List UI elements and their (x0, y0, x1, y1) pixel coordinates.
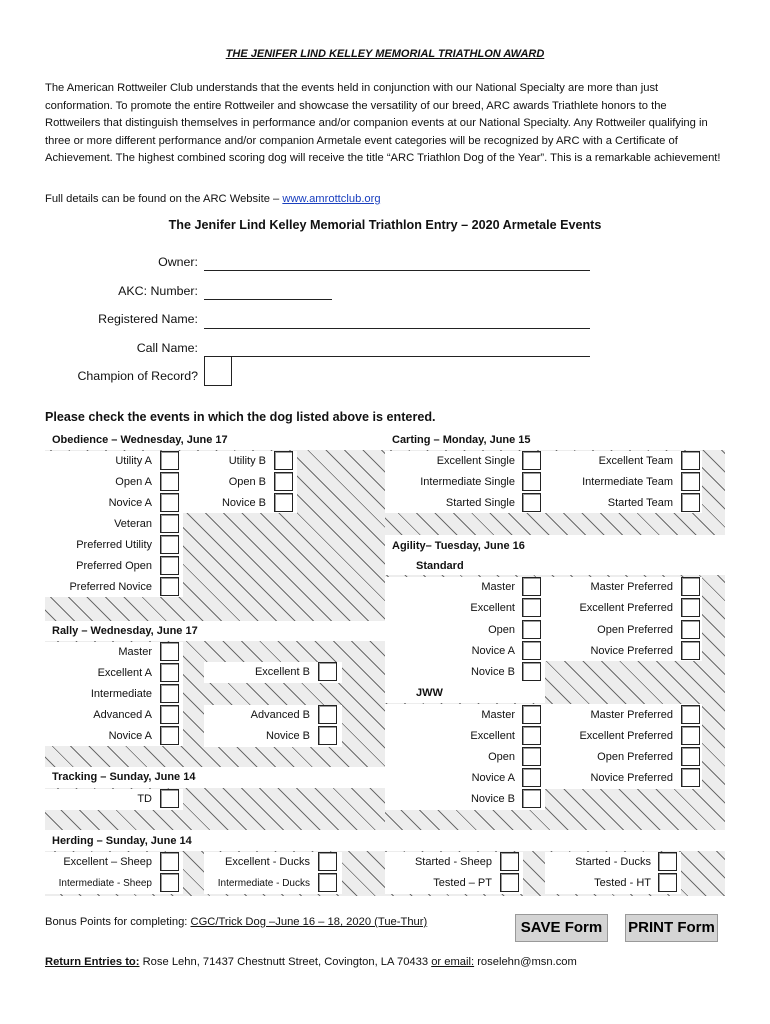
entry-subtitle: The Jenifer Lind Kelley Memorial Triathlon Entry – 2020 Armetale Events (168, 218, 602, 232)
intermediate-sheep-label: Intermediate - Sheep (58, 878, 152, 889)
champion-label: Champion of Record? (77, 369, 198, 383)
std-novice-a-label: Novice A (471, 645, 515, 657)
return-address: Rose Lehn, 71437 Chestnutt Street, Covington, LA 70433 (139, 956, 432, 968)
jww-excellent-label: Excellent (470, 730, 515, 742)
agility-heading: Agility– Tuesday, June 16 (392, 540, 525, 552)
excellent-sheep-checkbox[interactable] (160, 852, 179, 871)
obedience-heading: Obedience – Wednesday, June 17 (52, 434, 228, 446)
save-form-button[interactable]: SAVE Form (515, 914, 608, 942)
jww-novice-b-label: Novice B (470, 793, 515, 805)
tracking-td-label: TD (137, 793, 152, 805)
agility-standard-label: Standard (416, 560, 464, 572)
open-a-checkbox[interactable] (160, 472, 179, 491)
carting-heading: Carting – Monday, June 15 (392, 434, 531, 446)
std-novice-a-checkbox[interactable] (522, 641, 541, 660)
carting-started-single-label: Started Single (445, 497, 515, 509)
open-b-checkbox[interactable] (274, 472, 293, 491)
preferred-open-checkbox[interactable] (160, 556, 179, 575)
jww-header-bg (385, 683, 545, 703)
rally-excellent-b-checkbox[interactable] (318, 662, 337, 681)
rally-advanced-b-label: Advanced B (250, 709, 310, 721)
carting-excellent-single-label: Excellent Single (436, 455, 515, 467)
std-novice-b-checkbox[interactable] (522, 662, 541, 681)
tracking-td-checkbox[interactable] (160, 789, 179, 808)
jww-open-label: Open (488, 751, 515, 763)
jww-master-label: Master (481, 709, 515, 721)
owner-label: Owner: (158, 255, 198, 269)
utility-b-label: Utility B (228, 455, 266, 467)
tested-pt-label: Tested – PT (433, 877, 492, 889)
rally-master-checkbox[interactable] (160, 642, 179, 661)
print-form-button[interactable]: PRINT Form (625, 914, 718, 942)
excellent-sheep-label: Excellent – Sheep (63, 856, 152, 868)
preferred-open-label: Preferred Open (76, 560, 152, 572)
veteran-label: Veteran (114, 518, 152, 530)
rally-novice-a-label: Novice A (108, 730, 152, 742)
excellent-ducks-checkbox[interactable] (318, 852, 337, 871)
rally-master-label: Master (118, 646, 152, 658)
rally-excellent-b-label: Excellent B (254, 666, 310, 678)
rally-excellent-a-checkbox[interactable] (160, 663, 179, 682)
veteran-checkbox[interactable] (160, 514, 179, 533)
owner-field[interactable] (204, 270, 590, 271)
std-open-label: Open (488, 624, 515, 636)
carting-intermediate-team-label: Intermediate Team (582, 476, 673, 488)
intermediate-sheep-checkbox[interactable] (160, 873, 179, 892)
tested-pt-checkbox[interactable] (500, 873, 519, 892)
std-novice-preferred-checkbox[interactable] (681, 641, 700, 660)
intermediate-ducks-label: Intermediate - Ducks (217, 878, 310, 889)
started-sheep-checkbox[interactable] (500, 852, 519, 871)
return-email: roselehn@msn.com (474, 956, 577, 968)
akc-number-label: AKC: Number: (118, 284, 198, 298)
herding-heading: Herding – Sunday, June 14 (52, 835, 192, 847)
novice-b-checkbox[interactable] (274, 493, 293, 512)
return-entries (45, 956, 577, 968)
carting-excellent-team-label: Excellent Team (598, 455, 673, 467)
jww-master-checkbox[interactable] (522, 705, 541, 724)
excellent-ducks-label: Excellent - Ducks (225, 856, 310, 868)
carting-intermediate-team-checkbox[interactable] (681, 472, 700, 491)
tested-ht-label: Tested - HT (594, 877, 651, 889)
jww-excellent-preferred-checkbox[interactable] (681, 726, 700, 745)
utility-a-checkbox[interactable] (160, 451, 179, 470)
started-sheep-label: Started - Sheep (414, 856, 492, 868)
preferred-utility-label: Preferred Utility (76, 539, 152, 551)
return-entries-label: Return Entries to: (45, 956, 140, 968)
registered-name-label: Registered Name: (98, 312, 198, 326)
preferred-utility-checkbox[interactable] (160, 535, 179, 554)
carting-started-single-checkbox[interactable] (522, 493, 541, 512)
std-excellent-label: Excellent (470, 602, 515, 614)
rally-intermediate-checkbox[interactable] (160, 684, 179, 703)
bonus-points (45, 916, 427, 928)
registered-name-field[interactable] (204, 328, 590, 329)
std-master-preferred-checkbox[interactable] (681, 577, 700, 596)
carting-intermediate-single-checkbox[interactable] (522, 472, 541, 491)
std-master-checkbox[interactable] (522, 577, 541, 596)
std-excellent-preferred-checkbox[interactable] (681, 598, 700, 617)
jww-novice-a-label: Novice A (471, 772, 515, 784)
std-open-checkbox[interactable] (522, 620, 541, 639)
std-open-preferred-label: Open Preferred (597, 624, 673, 636)
carting-started-team-label: Started Team (607, 497, 673, 509)
form-title: THE JENIFER LIND KELLEY MEMORIAL TRIATHLON AWARD (225, 48, 545, 60)
call-name-label: Call Name: (136, 341, 198, 355)
rally-advanced-b-checkbox[interactable] (318, 705, 337, 724)
carting-excellent-team-checkbox[interactable] (681, 451, 700, 470)
novice-a-checkbox[interactable] (160, 493, 179, 512)
std-excellent-checkbox[interactable] (522, 598, 541, 617)
std-master-preferred-label: Master Preferred (590, 581, 673, 593)
carting-started-team-checkbox[interactable] (681, 493, 700, 512)
jww-novice-a-checkbox[interactable] (522, 768, 541, 787)
akc-number-field[interactable] (204, 299, 332, 300)
full-details-text: Full details can be found on the ARC Website – (45, 193, 283, 205)
champion-checkbox[interactable] (204, 356, 232, 386)
call-name-field[interactable] (204, 356, 590, 357)
rally-advanced-a-label: Advanced A (93, 709, 152, 721)
jww-master-preferred-checkbox[interactable] (681, 705, 700, 724)
jww-excellent-checkbox[interactable] (522, 726, 541, 745)
jww-master-preferred-label: Master Preferred (590, 709, 673, 721)
std-novice-b-label: Novice B (470, 666, 515, 678)
arc-website-link[interactable]: www.amrottclub.org (282, 193, 381, 205)
bonus-points-detail: CGC/Trick Dog –June 16 – 18, 2020 (Tue-Thur) (190, 916, 428, 928)
jww-novice-preferred-checkbox[interactable] (681, 768, 700, 787)
started-ducks-checkbox[interactable] (658, 852, 677, 871)
bonus-points-label: Bonus Points for completing: (45, 916, 191, 928)
rally-novice-a-checkbox[interactable] (160, 726, 179, 745)
agility-jww-label: JWW (416, 687, 443, 699)
novice-a-label: Novice A (108, 497, 152, 509)
please-check-heading: Please check the events in which the dog listed above is entered. (45, 410, 436, 424)
rally-advanced-a-checkbox[interactable] (160, 705, 179, 724)
rally-intermediate-label: Intermediate (90, 688, 152, 700)
open-b-label: Open B (228, 476, 266, 488)
jww-open-preferred-checkbox[interactable] (681, 747, 700, 766)
std-novice-preferred-label: Novice Preferred (590, 645, 673, 657)
carting-excellent-single-checkbox[interactable] (522, 451, 541, 470)
std-excellent-preferred-label: Excellent Preferred (579, 602, 673, 614)
tracking-heading: Tracking – Sunday, June 14 (52, 771, 196, 783)
rally-novice-b-checkbox[interactable] (318, 726, 337, 745)
started-ducks-label: Started - Ducks (575, 856, 651, 868)
full-details (45, 193, 381, 205)
intermediate-ducks-checkbox[interactable] (318, 873, 337, 892)
intro-paragraph: The American Rottweiler Club understands that the events held in conjunction with our National Specialty are more than just conformation. To promote the entire Rottweiler and showcase the versatility of our breed, ARC awards Triathlete honors to the Rottweilers that distinguish themselves in performance and/or companion events at our National Specialty. Any Rottweiler qualifying in three or more different performance and/or companion Armetale event categories will be recognized by ARC with a Certificate of Achievement. The highest combined scoring dog will receive the title “ARC Triathlon Dog of the Year”. This is a remarkable achievement! (45, 82, 721, 165)
return-email-label: or email: (431, 956, 475, 968)
jww-open-checkbox[interactable] (522, 747, 541, 766)
preferred-novice-label: Preferred Novice (69, 581, 152, 593)
novice-b-label: Novice B (221, 497, 266, 509)
std-master-label: Master (481, 581, 515, 593)
preferred-novice-checkbox[interactable] (160, 577, 179, 596)
utility-b-checkbox[interactable] (274, 451, 293, 470)
tested-ht-checkbox[interactable] (658, 873, 677, 892)
std-open-preferred-checkbox[interactable] (681, 620, 700, 639)
rally-excellent-a-label: Excellent A (97, 667, 152, 679)
rally-heading: Rally – Wednesday, June 17 (52, 625, 198, 637)
jww-novice-b-checkbox[interactable] (522, 789, 541, 808)
rally-novice-b-label: Novice B (265, 730, 310, 742)
jww-excellent-preferred-label: Excellent Preferred (579, 730, 673, 742)
open-a-label: Open A (115, 476, 152, 488)
utility-a-label: Utility A (115, 455, 152, 467)
carting-intermediate-single-label: Intermediate Single (420, 476, 515, 488)
jww-novice-preferred-label: Novice Preferred (590, 772, 673, 784)
jww-open-preferred-label: Open Preferred (597, 751, 673, 763)
